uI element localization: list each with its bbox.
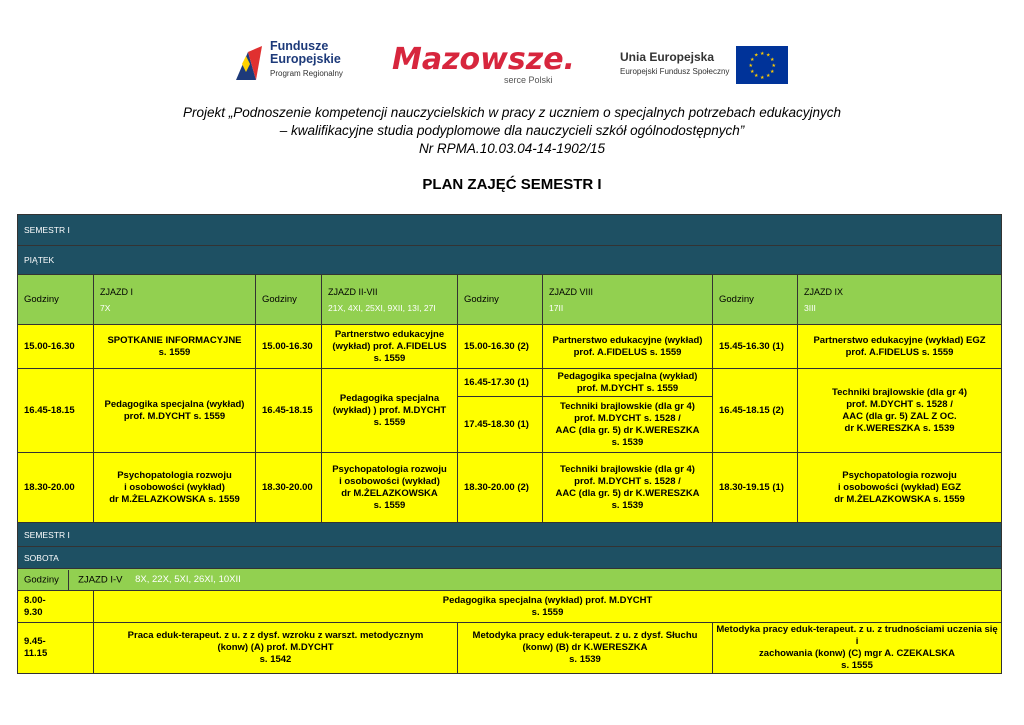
day-band-friday xyxy=(18,246,1002,275)
day-label-friday: PIĄTEK xyxy=(18,246,1002,275)
svg-text:★: ★ xyxy=(770,57,775,63)
zjazd-8-header: ZJAZD VIII 17II xyxy=(543,275,713,325)
class-cell: Psychopatologia rozwoju i osobowości (wykład) dr M.ŻELAZKOWSKA s. 1559 xyxy=(94,453,256,523)
fe-line2: Europejskie xyxy=(270,52,341,66)
svg-text:★: ★ xyxy=(748,63,753,69)
time-cell: 16.45-18.15 xyxy=(18,369,94,453)
time-cell: 18.30-20.00 xyxy=(18,453,94,523)
class-cell: Psychopatologia rozwoju i osobowości (wykład) dr M.ŻELAZKOWSKA s. 1559 xyxy=(322,453,458,523)
semester-label: SEMESTR I xyxy=(18,523,1002,547)
plan-title: PLAN ZAJĘĆ SEMESTR I xyxy=(422,176,602,193)
time-cell: 16.45-18.15 xyxy=(256,369,322,453)
time-cell: 9.45- 11.15 xyxy=(18,623,94,674)
day-label-saturday: SOBOTA xyxy=(18,547,1002,569)
zjazd-9-header: ZJAZD IX 3III xyxy=(798,275,1002,325)
time-cell: 18.30-20.00 xyxy=(256,453,322,523)
hours-header: Godziny xyxy=(24,574,59,586)
time-cell: 15.45-16.30 (1) xyxy=(713,325,798,369)
class-cell: Pedagogika specjalna (wykład) prof. M.DYCHT s. 1559 xyxy=(94,591,1002,623)
semester-band-friday xyxy=(18,215,1002,246)
zjazd-1-5-codes: 8X, 22X, 5XI, 26XI, 10XII xyxy=(135,574,241,586)
time-cell: 8.00- 9.30 xyxy=(18,591,94,623)
class-cell: Partnerstwo edukacyjne (wykład) prof. A.FIDELUS s. 1559 xyxy=(322,325,458,369)
eu-flag-icon xyxy=(736,46,788,84)
class-cell: Metodyka pracy eduk-terapeut. z u. z dysf. Słuchu (konw) (B) dr K.WERESZKA s. 1539 xyxy=(458,623,713,674)
time-cell: 16.45-18.15 (2) xyxy=(713,369,798,453)
zjazd-2-7-header: ZJAZD II-VII 21X, 4XI, 25XI, 9XII, 13I, 27I xyxy=(322,275,458,325)
fundusze-europejskie-logo xyxy=(234,38,364,88)
class-cell: Pedagogika specjalna (wykład) ) prof. M.DYCHT s. 1559 xyxy=(322,369,458,453)
time-cell: 15.00-16.30 (2) xyxy=(458,325,543,369)
semester-label: SEMESTR I xyxy=(18,215,1002,246)
class-cell: Partnerstwo edukacyjne (wykład) prof. A.FIDELUS s. 1559 xyxy=(543,325,713,369)
svg-text:★: ★ xyxy=(754,52,759,59)
table-row xyxy=(18,369,1002,397)
class-cell: Praca eduk-terapeut. z u. z z dysf. wzroku z warszt. metodycznym (konw) (A) prof. M.DYCHT s. 1542 xyxy=(94,623,458,674)
fe-star-icon xyxy=(234,42,264,82)
fe-line3: Program Regionalny xyxy=(270,69,343,78)
svg-text:★: ★ xyxy=(766,52,771,59)
eu-logo xyxy=(620,46,790,86)
saturday-header xyxy=(18,569,1002,591)
time-cell: 16.45-17.30 (1) xyxy=(458,369,543,397)
svg-text:★: ★ xyxy=(760,51,765,57)
class-cell: Partnerstwo edukacyjne (wykład) EGZ prof. A.FIDELUS s. 1559 xyxy=(798,325,1002,369)
class-cell: Techniki brajlowskie (dla gr 4) prof. M.DYCHT s. 1528 / AAC (dla gr. 5) ZAL Z OC. dr K.WERESZKA s. 1539 xyxy=(798,369,1002,453)
logo-strip xyxy=(0,38,1024,93)
hours-header: Godziny xyxy=(458,275,543,325)
timetable xyxy=(17,214,1002,674)
svg-text:★: ★ xyxy=(754,73,759,79)
svg-text:★: ★ xyxy=(750,69,755,75)
class-cell: Techniki brajlowskie (dla gr 4) prof. M.DYCHT s. 1528 / AAC (dla gr. 5) dr K.WERESZKA s. 1539 xyxy=(543,453,713,523)
mazowsze-sub: serce Polski xyxy=(504,75,553,85)
class-cell: Techniki brajlowskie (dla gr 4) prof. M.DYCHT s. 1528 / AAC (dla gr. 5) dr K.WERESZKA s. 1539 xyxy=(543,397,713,453)
fe-line1: Fundusze xyxy=(270,39,329,53)
svg-text:★: ★ xyxy=(770,69,775,75)
mazowsze-logo xyxy=(392,42,575,88)
hours-header: Godziny xyxy=(18,275,94,325)
table-row xyxy=(18,453,1002,523)
svg-text:★: ★ xyxy=(771,63,776,69)
class-cell: Psychopatologia rozwoju i osobowości (wykład) EGZ dr M.ŻELAZKOWSKA s. 1559 xyxy=(798,453,1002,523)
table-row xyxy=(18,623,1002,674)
table-row xyxy=(18,325,1002,369)
zjazd-1-5-header: ZJAZD I-V xyxy=(78,574,123,586)
svg-text:★: ★ xyxy=(766,73,771,79)
project-line1: Projekt „Podnoszenie kompetencji nauczycielskich w pracy z uczniem o specjalnych potrzebach edukacyjnych xyxy=(182,105,842,120)
day-band-saturday xyxy=(18,547,1002,569)
friday-header-row xyxy=(18,275,1002,325)
saturday-header-row xyxy=(18,569,1002,591)
hours-header: Godziny xyxy=(256,275,322,325)
time-cell: 18.30-19.15 (1) xyxy=(713,453,798,523)
table-row xyxy=(18,591,1002,623)
class-cell: Pedagogika specjalna (wykład) prof. M.DYCHT s. 1559 xyxy=(94,369,256,453)
eu-name: Unia Europejska xyxy=(620,50,715,64)
project-line2: – kwalifikacyjne studia podyplomowe dla nauczycieli szkół ogólnodostępnych” xyxy=(279,123,745,138)
class-cell: Pedagogika specjalna (wykład) prof. M.DYCHT s. 1559 xyxy=(543,369,713,397)
zjazd-1-header: ZJAZD I 7X xyxy=(94,275,256,325)
project-description xyxy=(0,104,1024,158)
svg-text:★: ★ xyxy=(760,75,765,81)
project-number: Nr RPMA.10.03.04-14-1902/15 xyxy=(418,141,606,156)
time-cell: 18.30-20.00 (2) xyxy=(458,453,543,523)
eu-fund: Europejski Fundusz Społeczny xyxy=(620,67,730,76)
class-cell: Metodyka pracy eduk-terapeut. z u. z trudnościami uczenia się i zachowania (konw) (C) mgr A. CZEKALSKA s. 1555 xyxy=(713,623,1002,674)
time-cell: 15.00-16.30 xyxy=(256,325,322,369)
time-cell: 15.00-16.30 xyxy=(18,325,94,369)
svg-text:★: ★ xyxy=(750,57,755,63)
mazowsze-name: Mazowsze. xyxy=(392,42,575,77)
semester-band-saturday xyxy=(18,523,1002,547)
hours-header: Godziny xyxy=(713,275,798,325)
time-cell: 17.45-18.30 (1) xyxy=(458,397,543,453)
class-cell: SPOTKANIE INFORMACYJNE s. 1559 xyxy=(94,325,256,369)
